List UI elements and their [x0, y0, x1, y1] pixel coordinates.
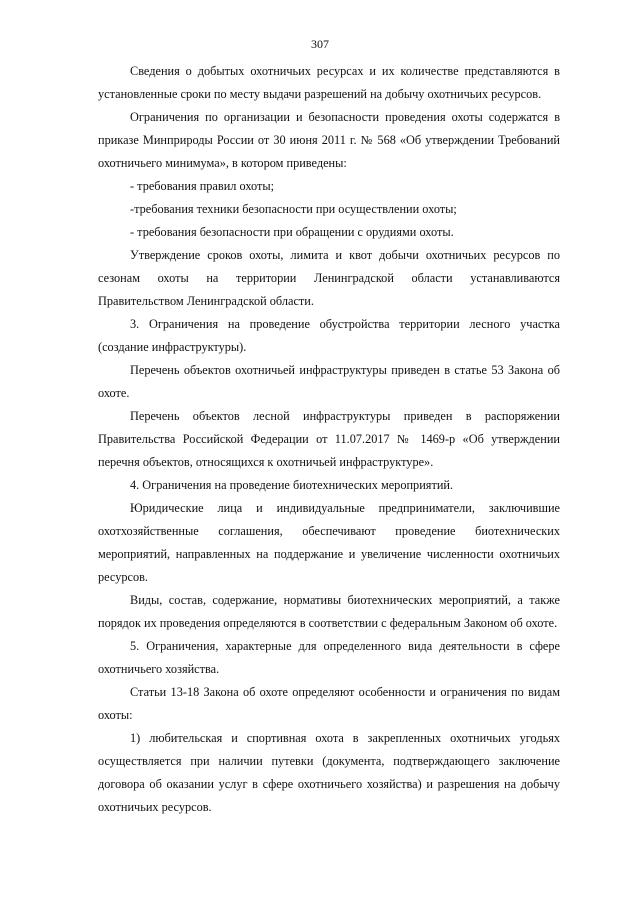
- paragraph-hunting-seasons: Утверждение сроков охоты, лимита и квот добычи охотничьих ресурсов по сезонам охоты на территории Ленинградской области устанавливаются Правительством Ленинградской области.: [98, 248, 560, 308]
- paragraph-hunting-infrastructure: Перечень объектов охотничьей инфраструктуры приведен в статье 53 Закона об охоте.: [98, 363, 560, 400]
- paragraph-legal-entities: Юридические лица и индивидуальные предприниматели, заключившие охотхозяйственные соглашения, обеспечивают проведение биотехнических мероприятий, направленных на поддержание и увеличение численности охотничьих ресурсов.: [98, 501, 560, 584]
- paragraph-forest-infrastructure: Перечень объектов лесной инфраструктуры приведен в распоряжении Правительства Российской Федерации от 11.07.2017 № 1469-р «Об утверждении перечня объектов, относящихся к охотничьей инфраструктуре».: [98, 409, 560, 469]
- heading-activity-restrictions: 5. Ограничения, характерные для определенного вида деятельности в сфере охотничьего хозяйства.: [98, 639, 560, 676]
- list-item-safety-technique: -требования техники безопасности при осуществлении охоты;: [130, 202, 457, 216]
- heading-infrastructure-restrictions: 3. Ограничения на проведение обустройства территории лесного участка (создание инфраструктуры).: [98, 317, 560, 354]
- paragraph-articles: Статьи 13-18 Закона об охоте определяют особенности и ограничения по видам охоты:: [98, 685, 560, 722]
- heading-biotechnical-restrictions: 4. Ограничения на проведение биотехнических мероприятий.: [130, 478, 454, 492]
- list-item-hunting-rules: - требования правил охоты;: [130, 179, 275, 193]
- page-number: 307: [311, 37, 329, 51]
- document-body: [98, 60, 560, 819]
- paragraph-reporting: Сведения о добытых охотничьих ресурсах и их количестве представляются в установленные сроки по месту выдачи разрешений на добычу охотничьих ресурсов.: [98, 64, 560, 101]
- paragraph-biotechnical-measures: Виды, состав, содержание, нормативы биотехнических мероприятий, а также порядок их проведения определяются в соответствии с федеральным Законом об охоте.: [98, 593, 560, 630]
- paragraph-safety-order: Ограничения по организации и безопасности проведения охоты содержатся в приказе Минприроды России от 30 июня 2011 г. № 568 «Об утверждении Требований охотничьего минимума», в котором приведены:: [98, 110, 560, 170]
- list-item-weapon-safety: - требования безопасности при обращении с орудиями охоты.: [130, 225, 454, 239]
- paragraph-amateur-hunting: 1) любительская и спортивная охота в закрепленных охотничьих угодьях осуществляется при наличии путевки (документа, подтверждающего заключение договора об оказании услуг в сфере охотничьего хозяйства) и разрешения на добычу охотничьих ресурсов.: [98, 731, 560, 814]
